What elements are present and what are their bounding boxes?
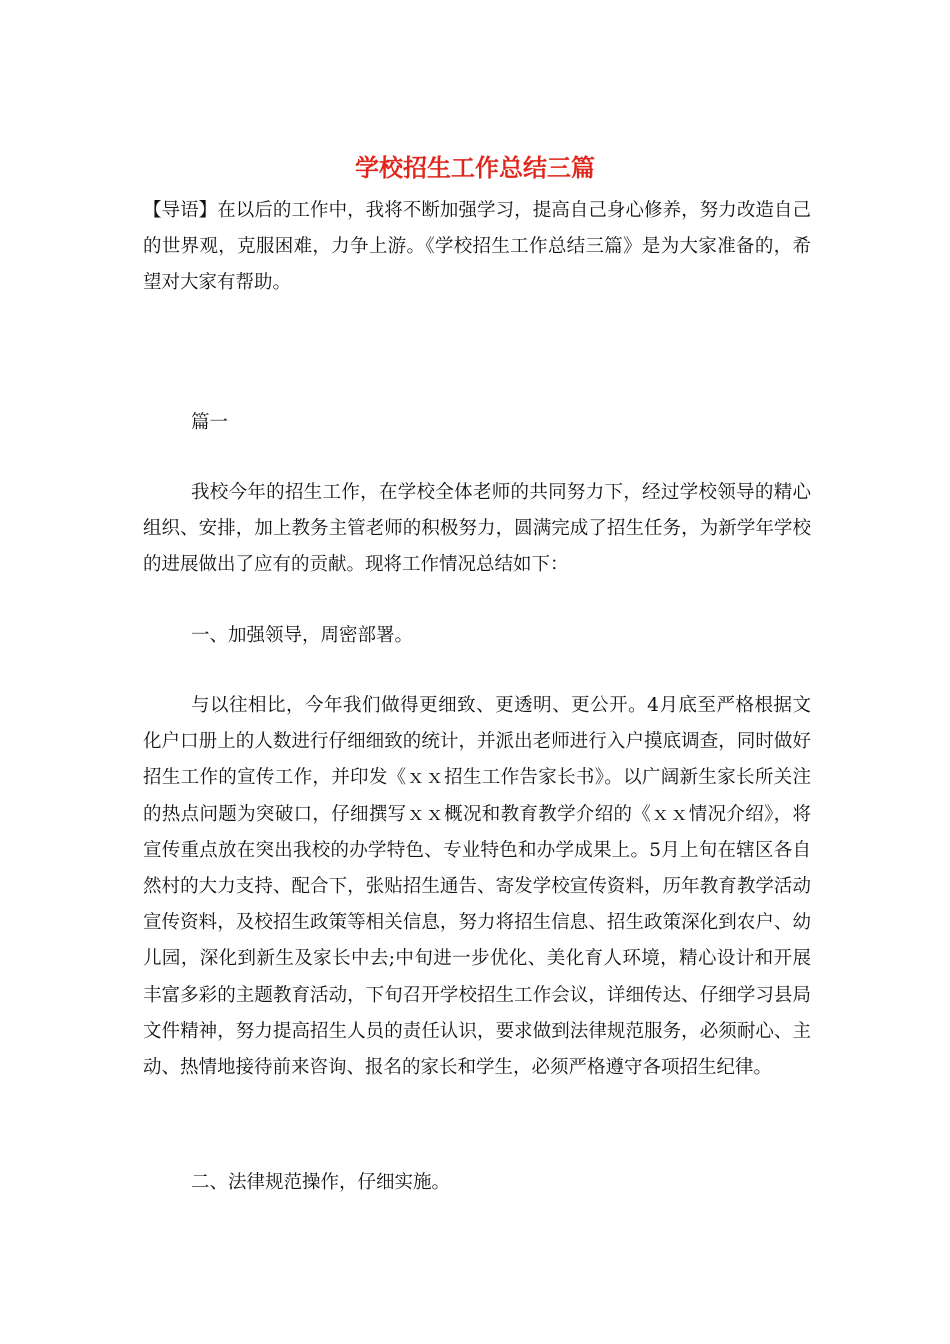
intro-paragraph: 【导语】在以后的工作中，我将不断加强学习，提高自己身心修养，努力改造自己的世界观，克服困难，力争上游。《学校招生工作总结三篇》是为大家准备的，希望对大家有帮助。 <box>143 200 811 294</box>
section-heading-two: 二、法律规范操作，仔细实施。 <box>191 1172 451 1193</box>
document-title: 学校招生工作总结三篇 <box>355 153 595 182</box>
section-heading-one: 一、加强领导，周密部署。 <box>191 625 414 646</box>
body-paragraph: 与以往相比，今年我们做得更细致、更透明、更公开。4月底至严格根据文化户口册上的人数进行仔细细致的统计，并派出老师进行入户摸底调查，同时做好招生工作的宣传工作，并印发《ｘｘ招生工作告家长书》。以广阔新生家长所关注的热点问题为突破口，仔细撰写ｘｘ概况和教育教学介绍的《ｘｘ情况介绍》，将宣传重点放在突出我校的办学特色、专业特色和办学成果上。5月上旬在辖区各自然村的大力支持、配合下，张贴招生通告、寄发学校宣传资料，历年教育教学活动宣传资料，及校招生政策等相关信息，努力将招生信息、招生政策深化到农户、幼儿园，深化到新生及家长中去;中旬进一步优化、美化育人环境，精心设计和开展丰富多彩的主题教育活动，下旬召开学校招生工作会议，详细传达、仔细学习县局文件精神，努力提高招生人员的责任认识，要求做到法律规范服务，必须耐心、主动、热情地接待前来咨询、报名的家长和学生，必须严格遵守各项招生纪律。 <box>143 695 811 1079</box>
opening-paragraph: 我校今年的招生工作，在学校全体老师的共同努力下，经过学校领导的精心组织、安排，加上教务主管老师的积极努力，圆满完成了招生任务，为新学年学校的进展做出了应有的贡献。现将工作情况总结如下： <box>143 482 811 576</box>
part-one-label: 篇一 <box>191 412 229 433</box>
